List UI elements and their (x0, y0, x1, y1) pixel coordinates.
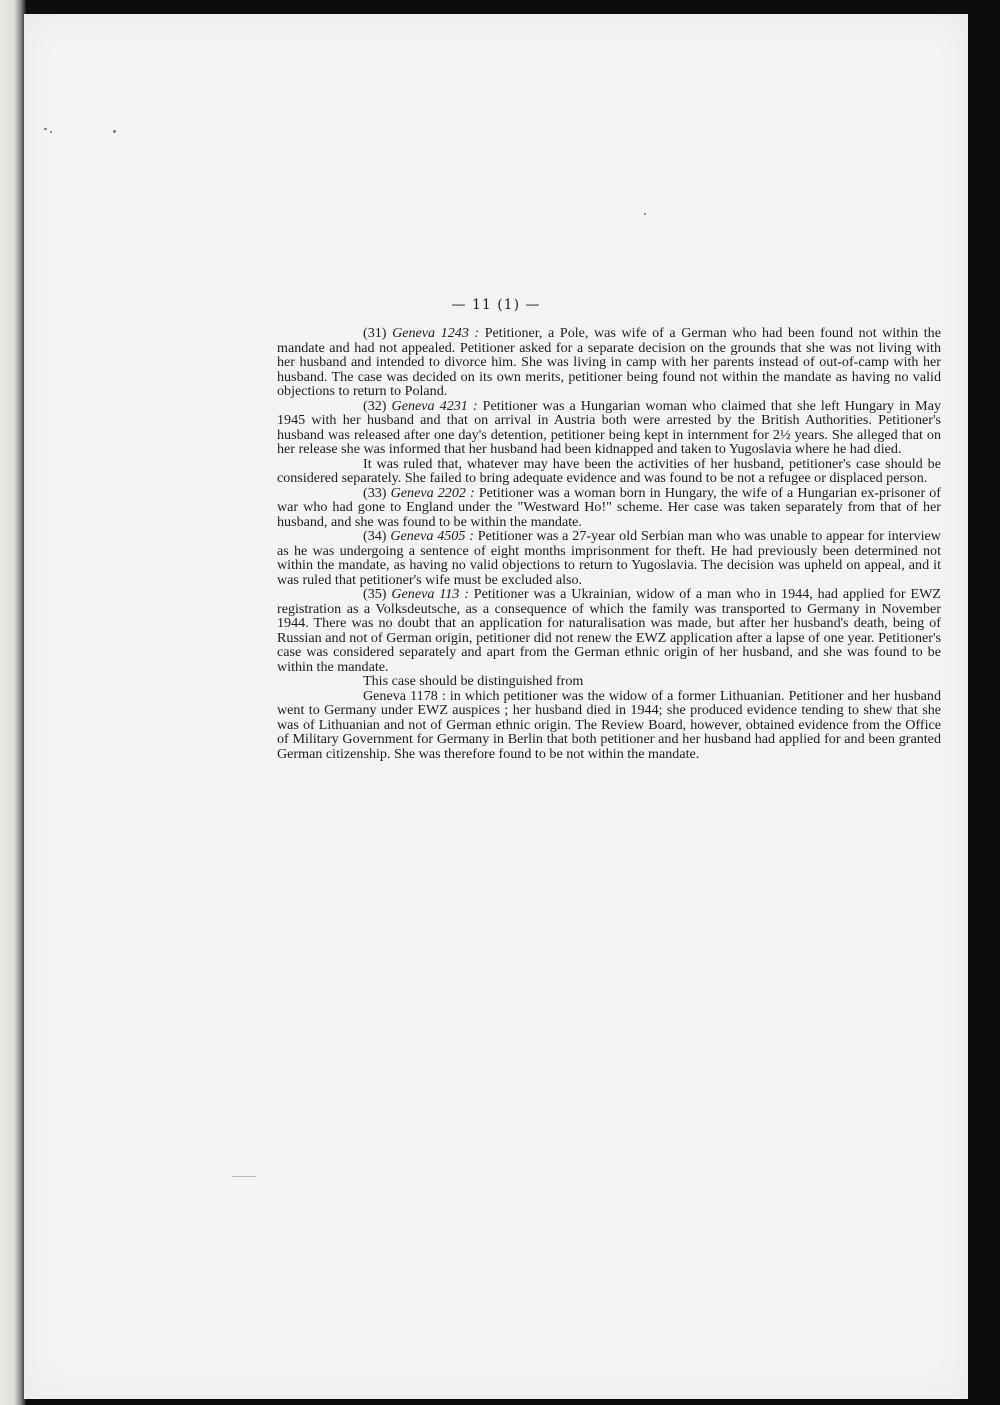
paragraph-text: in which petitioner was the widow of a former Lithuanian. Petitioner and her husband went to Germany under EWZ auspices ; her husband died in 1944; she produced evidence tending to shew that she was of Lithuanian and not of German ethnic origin. The Review Board, however, obtained evidence from the Office of Military Government for Germany in Berlin that both petitioner and her husband had applied for and been granted German citizenship. She was therefore found to be not within the mandate. (277, 687, 941, 762)
body-text (277, 326, 941, 761)
case-reference: Geneva 4231 : (391, 397, 478, 414)
paragraph-number: (35) (363, 586, 387, 602)
paragraph-text: Petitioner, a Pole, was wife of a German who had been found not within the mandate and had not appealed. Petitioner asked for a separate decision on the grounds that she was not living with her husband and intended to divorce him. She was living in camp with her parents instead of out-of-camp with her husband. The case was decided on its own merits, petitioner being found not within the mandate as having no valid objections to return to Poland. (277, 325, 941, 399)
paragraph-number: (33) (363, 484, 387, 501)
case-reference: Geneva 113 : (391, 586, 469, 602)
paragraph-31 (277, 326, 941, 399)
paragraph-33 (277, 486, 941, 530)
page-number: — 11 (1) — (451, 297, 541, 313)
case-reference: Geneva 2202 : (390, 484, 475, 501)
paragraph-distinction (277, 674, 941, 689)
paragraph-text: This case should be distinguished from (363, 673, 584, 689)
paragraph-34 (277, 529, 941, 587)
paragraph-number: (32) (363, 397, 387, 414)
paragraph-32 (277, 399, 941, 457)
paragraph-text: Petitioner was a woman born in Hungary, the wife of a Hungarian ex-prisoner of war who had gone to England under the "Westward Ho!" scheme. Her case was taken separately from that of her husband, and she was found to be within the mandate. (277, 484, 941, 530)
paragraph-number: (34) (363, 528, 387, 544)
case-reference: Geneva 4505 : (390, 528, 474, 544)
paragraph-text: Petitioner was a Ukrainian, widow of a man who in 1944, had applied for EWZ registration as a Volksdeutsche, as a consequence of which the family was transported to Germany in November 1944. There was no doubt that an application for naturalisation was made, but after her husband's death, being of Russian and not of German origin, petitioner did not renew the EWZ application after a lapse of one year. Petitioner's case was considered separately and apart from the German ethnic origin of her husband, and she was found to be within the mandate. (277, 586, 941, 675)
paragraph-32-ruling (277, 457, 941, 486)
document-page (24, 14, 968, 1399)
case-reference: Geneva 1178 : (363, 687, 446, 704)
adjacent-page-edge (0, 0, 26, 1405)
paragraph-number: (31) (363, 325, 387, 341)
paragraph-35 (277, 587, 941, 674)
case-reference: Geneva 1243 : (392, 325, 480, 341)
paragraph-text: Petitioner was a Hungarian woman who claimed that she left Hungary in May 1945 with her husband and that on arrival in Austria both were arrested by the British Authorities. Petitioner's husband was released after one day's detention, petitioner being kept in internment for 2½ years. She alleged that on her release she was informed that her husband had been kidnapped and taken to Yugoslavia where he had died. (277, 397, 941, 457)
paragraph-text: Petitioner was a 27-year old Serbian man who was unable to appear for interview as he was undergoing a sentence of eight months imprisonment for theft. He had previously been determined not within the mandate, as having no valid objections to return to Yugoslavia. The decision was upheld on appeal, and it was ruled that petitioner's wife must be excluded also. (277, 528, 941, 588)
paragraph-text: It was ruled that, whatever may have been the activities of her husband, petitioner's case should be considered separately. She failed to bring adequate evidence and was found to be not a refugee or displaced person. (277, 455, 941, 486)
paragraph-geneva-1178 (277, 689, 941, 762)
